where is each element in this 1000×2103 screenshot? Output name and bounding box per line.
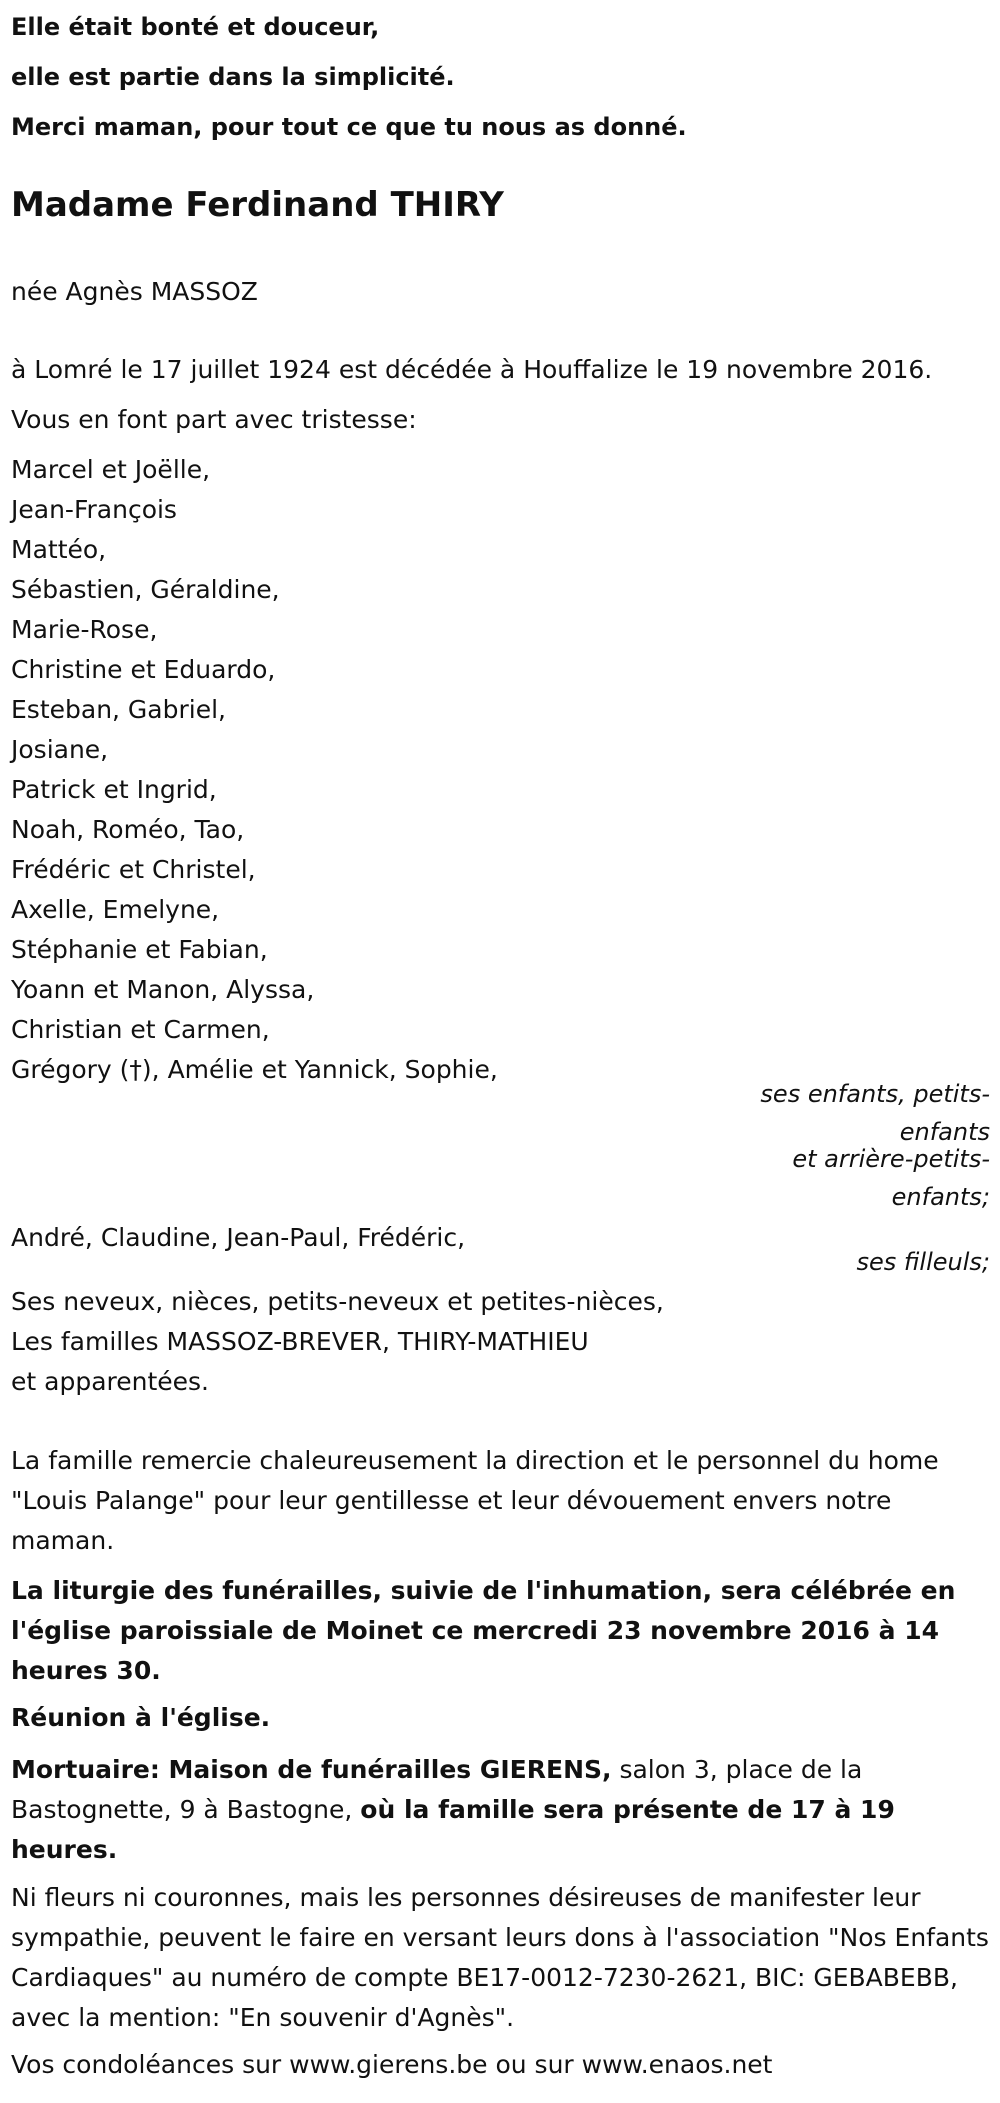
meeting-text: Réunion à l'église. <box>11 1703 271 1732</box>
epigraph-line: elle est partie dans la simplicité. <box>11 63 455 91</box>
list-item: Esteban, Gabriel, <box>11 695 226 724</box>
liturgy-text: La liturgie des funérailles, suivie de l'inhumation, sera célébrée en l'église paroissiale de Moinet ce mercredi 23 novembre 2016 à 14 heures 30. <box>11 1576 956 1685</box>
list-item: Axelle, Emelyne, <box>11 895 220 924</box>
mortuary-paragraph <box>11 1750 989 1870</box>
list-item: Ses neveux, nièces, petits-neveux et petites-nièces, <box>11 1287 664 1316</box>
godchildren-role: ses filleuls; <box>856 1248 990 1276</box>
list-item: Patrick et Ingrid, <box>11 775 217 804</box>
thanks-text: La famille remercie chaleureusement la direction et le personnel du home "Louis Palange" pour leur gentillesse et leur dévouement envers notre maman. <box>11 1446 939 1555</box>
list-item: Stéphanie et Fabian, <box>11 935 268 964</box>
list-item: Sébastien, Géraldine, <box>11 575 280 604</box>
list-item: Frédéric et Christel, <box>11 855 256 884</box>
epigraph <box>11 2 687 152</box>
list-item: Grégory (†), Amélie et Yannick, Sophie, <box>11 1055 498 1084</box>
list-item: Marie-Rose, <box>11 615 158 644</box>
meeting-paragraph <box>11 1698 989 1738</box>
donations-text: Ni fleurs ni couronnes, mais les personnes désireuses de manifester leur sympathie, peuvent le faire en versant leurs dons à l'association "Nos Enfants Cardiaques" au numéro de compte BE17-0012-7230-2621, BIC: GEBABEBB, avec la mention: "En souvenir d'Agnès". <box>11 1883 989 2032</box>
thanks-paragraph <box>11 1441 989 1561</box>
family-role-continued: et arrière-petits-enfants; <box>792 1145 990 1211</box>
list-item: Mattéo, <box>11 535 107 564</box>
godchildren-line: André, Claudine, Jean-Paul, Frédéric, <box>11 1223 466 1252</box>
list-item: Marcel et Joëlle, <box>11 455 211 484</box>
list-item: Noah, Roméo, Tao, <box>11 815 245 844</box>
mortuary-hours: où la famille sera présente de 17 à 19 heures. <box>11 1795 895 1864</box>
list-item: Christian et Carmen, <box>11 1015 270 1044</box>
list-item: Christine et Eduardo, <box>11 655 276 684</box>
list-item: Yoann et Manon, Alyssa, <box>11 975 315 1004</box>
relatives-list <box>11 1282 664 1402</box>
intro-line: Vous en font part avec tristesse: <box>11 405 417 434</box>
birth-death-line: à Lomré le 17 juillet 1924 est décédée à Houffalize le 19 novembre 2016. <box>11 355 933 384</box>
condolences-text: Vos condoléances sur www.gierens.be ou sur www.enaos.net <box>11 2050 773 2079</box>
maiden-name: née Agnès MASSOZ <box>11 277 258 306</box>
epigraph-line: Merci maman, pour tout ce que tu nous as donné. <box>11 113 687 141</box>
list-item: et apparentées. <box>11 1367 209 1396</box>
family-role: ses enfants, petits-enfants <box>760 1080 990 1146</box>
list-item: Josiane, <box>11 735 109 764</box>
condolences-paragraph <box>11 2045 989 2085</box>
deceased-name: Madame Ferdinand THIRY <box>11 185 504 225</box>
mortuary-place: Mortuaire: Maison de funérailles GIERENS, <box>11 1755 612 1784</box>
family-list <box>11 450 498 1090</box>
epigraph-line: Elle était bonté et douceur, <box>11 13 380 41</box>
list-item: Jean-François <box>11 495 177 524</box>
liturgy-paragraph <box>11 1571 989 1691</box>
mortuary-text <box>11 1750 989 1870</box>
list-item: Les familles MASSOZ-BREVER, THIRY-MATHIEU <box>11 1327 589 1356</box>
mortuary-address: salon 3, place de la Bastognette, 9 à Bastogne, <box>11 1755 863 1824</box>
donations-paragraph <box>11 1878 989 2038</box>
